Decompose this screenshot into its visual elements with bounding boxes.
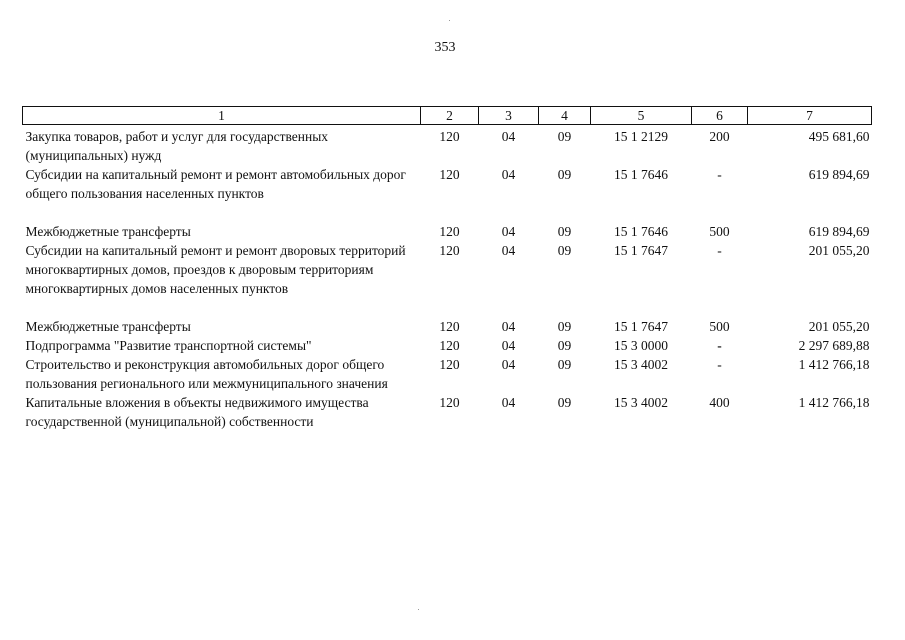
row-name: Межбюджетные трансферты xyxy=(25,319,191,334)
row-amount: 201 055,20 xyxy=(808,243,870,258)
row-code-2: 120 xyxy=(439,224,460,239)
row-code-4: 09 xyxy=(557,243,572,258)
row-code-2: 120 xyxy=(439,395,460,410)
header-col-7: 7 xyxy=(748,107,872,125)
page-number: 353 xyxy=(434,40,456,55)
row-code-3: 04 xyxy=(501,243,516,258)
table-header xyxy=(23,107,872,125)
row-code-4: 09 xyxy=(557,357,572,372)
row-code-2: 120 xyxy=(439,338,460,353)
row-name: Закупка товаров, работ и услуг для государственных (муниципальных) нужд xyxy=(25,129,329,163)
row-code-6: - xyxy=(717,357,722,372)
row-name: Подпрограмма "Развитие транспортной системы" xyxy=(25,338,312,353)
row-code-5: 15 1 2129 xyxy=(614,129,668,144)
header-col-5: 5 xyxy=(591,107,692,125)
row-amount: 1 412 766,18 xyxy=(798,357,870,372)
row-name: Капитальные вложения в объекты недвижимого имущества государственной (муниципальной) собственности xyxy=(25,395,369,429)
row-code-4: 09 xyxy=(557,319,572,334)
scan-speck xyxy=(449,20,450,21)
table-row xyxy=(23,165,872,222)
row-name: Субсидии на капитальный ремонт и ремонт автомобильных дорог общего пользования населенных пунктов xyxy=(25,167,406,201)
row-code-5: 15 3 4002 xyxy=(614,395,668,410)
row-code-6: 500 xyxy=(709,319,730,334)
table-row xyxy=(23,317,872,336)
row-amount: 619 894,69 xyxy=(808,224,870,239)
row-code-2: 120 xyxy=(439,319,460,334)
scan-speck xyxy=(418,609,419,610)
row-code-4: 09 xyxy=(557,167,572,182)
header-col-6: 6 xyxy=(692,107,748,125)
row-amount: 1 412 766,18 xyxy=(798,395,870,410)
budget-table xyxy=(22,106,872,431)
row-name: Субсидии на капитальный ремонт и ремонт дворовых территорий многоквартирных домов, проездов к дворовым территориям многоквартирных домов населенных пунктов xyxy=(25,243,406,296)
row-code-6: 400 xyxy=(709,395,730,410)
header-row xyxy=(23,107,872,125)
row-code-2: 120 xyxy=(439,243,460,258)
row-code-5: 15 1 7647 xyxy=(614,319,668,334)
row-code-3: 04 xyxy=(501,129,516,144)
row-code-5: 15 3 0000 xyxy=(614,338,668,353)
table-row xyxy=(23,222,872,241)
table-row xyxy=(23,125,872,166)
header-col-1: 1 xyxy=(23,107,421,125)
row-amount: 2 297 689,88 xyxy=(798,338,870,353)
row-name: Межбюджетные трансферты xyxy=(25,224,191,239)
header-col-2: 2 xyxy=(421,107,479,125)
row-code-5: 15 1 7646 xyxy=(614,224,668,239)
row-code-2: 120 xyxy=(439,129,460,144)
row-code-3: 04 xyxy=(501,395,516,410)
row-code-6: 500 xyxy=(709,224,730,239)
row-code-3: 04 xyxy=(501,319,516,334)
row-code-4: 09 xyxy=(557,395,572,410)
row-code-2: 120 xyxy=(439,357,460,372)
row-code-5: 15 1 7646 xyxy=(614,167,668,182)
table-body xyxy=(23,125,872,432)
row-code-3: 04 xyxy=(501,357,516,372)
row-code-6: - xyxy=(717,167,722,182)
table-row xyxy=(23,355,872,393)
row-code-6: - xyxy=(717,338,722,353)
row-code-4: 09 xyxy=(557,129,572,144)
row-code-3: 04 xyxy=(501,338,516,353)
header-col-4: 4 xyxy=(539,107,591,125)
row-name: Строительство и реконструкция автомобильных дорог общего пользования регионального или межмуниципального значения xyxy=(25,357,388,391)
header-col-3: 3 xyxy=(479,107,539,125)
row-code-6: - xyxy=(717,243,722,258)
row-code-5: 15 1 7647 xyxy=(614,243,668,258)
row-code-6: 200 xyxy=(709,129,730,144)
row-code-3: 04 xyxy=(501,224,516,239)
table-row xyxy=(23,336,872,355)
row-code-5: 15 3 4002 xyxy=(614,357,668,372)
table-row xyxy=(23,393,872,431)
row-amount: 201 055,20 xyxy=(808,319,870,334)
row-code-4: 09 xyxy=(557,224,572,239)
row-amount: 495 681,60 xyxy=(808,129,870,144)
row-code-4: 09 xyxy=(557,338,572,353)
table-row xyxy=(23,241,872,317)
row-code-3: 04 xyxy=(501,167,516,182)
row-code-2: 120 xyxy=(439,167,460,182)
row-amount: 619 894,69 xyxy=(808,167,870,182)
